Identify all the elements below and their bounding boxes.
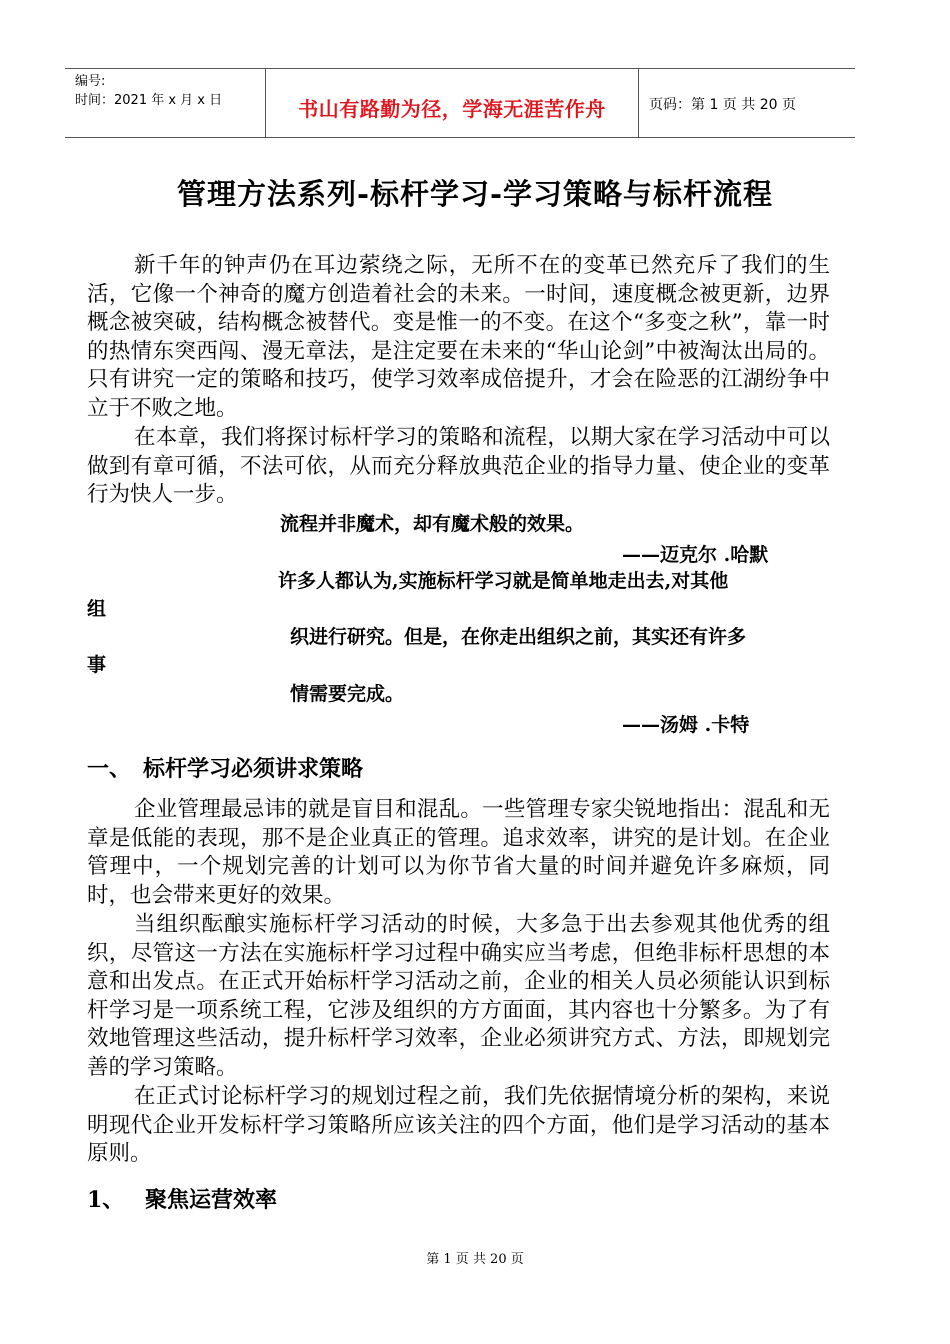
header-motto: 书山有路勤为径，学海无涯苦作舟 bbox=[298, 97, 606, 121]
quote-1-text: 流程并非魔术，却有魔术般的效果。 bbox=[280, 513, 585, 535]
document-number-label: 编号: bbox=[75, 74, 106, 89]
document-title: 管理方法系列-标杆学习-学习策略与标杆流程 bbox=[176, 177, 774, 211]
quote-2-line-2: 织进行研究。但是，在你走出组织之前，其实还有许多 bbox=[290, 626, 747, 648]
header-page-info: 页码：第 1 页 共 20 页 bbox=[649, 97, 796, 113]
page-footer: 第 1 页 共 20 页 bbox=[426, 1252, 524, 1267]
section-1-number: 一、 bbox=[87, 756, 132, 782]
document-time-label: 时间：2021 年 x 月 x 日 bbox=[75, 93, 223, 108]
header-page-cell bbox=[639, 69, 855, 137]
header-motto-cell bbox=[266, 69, 639, 137]
section-1-paragraph-3: 在正式讨论标杆学习的规划过程之前，我们先依据情境分析的架构，来说明现代企业开发标杆学习策略所应该关注的四个方面，他们是学习活动的基本原则。 bbox=[87, 1084, 830, 1167]
quote-2-wrap-2: 事 bbox=[87, 654, 107, 676]
header-meta-cell bbox=[65, 69, 266, 137]
subsection-1-title: 聚焦运营效率 bbox=[145, 1187, 278, 1213]
intro-paragraph-2: 在本章，我们将探讨标杆学习的策略和流程，以期大家在学习活动中可以做到有章可循，不法可依，从而充分释放典范企业的指导力量、使企业的变革行为快人一步。 bbox=[87, 425, 830, 508]
quote-2-wrap-1: 组 bbox=[87, 598, 107, 620]
section-1-heading bbox=[87, 752, 363, 783]
quote-2-line-3: 情需要完成。 bbox=[290, 683, 405, 705]
section-1-title: 标杆学习必须讲求策略 bbox=[143, 756, 364, 782]
section-1-paragraph-1: 企业管理最忌讳的就是盲目和混乱。一些管理专家尖锐地指出：混乱和无章是低能的表现，那不是企业真正的管理。追求效率，讲究的是计划。在企业管理中，一个规划完善的计划可以为你节省大量的时间并避免许多麻烦，同时，也会带来更好的效果。 bbox=[87, 797, 830, 908]
subsection-1-number: 1、 bbox=[87, 1187, 125, 1213]
quote-2-line-1: 许多人都认为,实施标杆学习就是简单地走出去,对其他 bbox=[278, 570, 729, 592]
intro-paragraph-1: 新千年的钟声仍在耳边萦绕之际，无所不在的变革已然充斥了我们的生活，它像一个神奇的魔方创造着社会的未来。一时间，速度概念被更新，边界概念被突破，结构概念被替代。变是惟一的不变。在这个“多变之秋”，靠一时的热情东突西闯、漫无章法，是注定要在未来的“华山论剑”中被淘汰出局的。只有讲究一定的策略和技巧，使学习效率成倍提升，才会在险恶的江湖纷争中立于不败之地。 bbox=[87, 253, 830, 421]
subsection-1-heading bbox=[87, 1183, 277, 1214]
document-header bbox=[65, 68, 855, 138]
quote-1-author: ——迈克尔 .哈默 bbox=[622, 544, 769, 566]
quote-2-author: ——汤姆 .卡特 bbox=[622, 714, 750, 736]
section-1-paragraph-2: 当组织酝酿实施标杆学习活动的时候，大多急于出去参观其他优秀的组织，尽管这一方法在实施标杆学习过程中确实应当考虑，但绝非标杆思想的本意和出发点。在正式开始标杆学习活动之前，企业的相关人员必须能认识到标杆学习是一项系统工程，它涉及组织的方方面面，其内容也十分繁多。为了有效地管理这些活动，提升标杆学习效率，企业必须讲究方式、方法，即规划完善的学习策略。 bbox=[87, 912, 830, 1080]
